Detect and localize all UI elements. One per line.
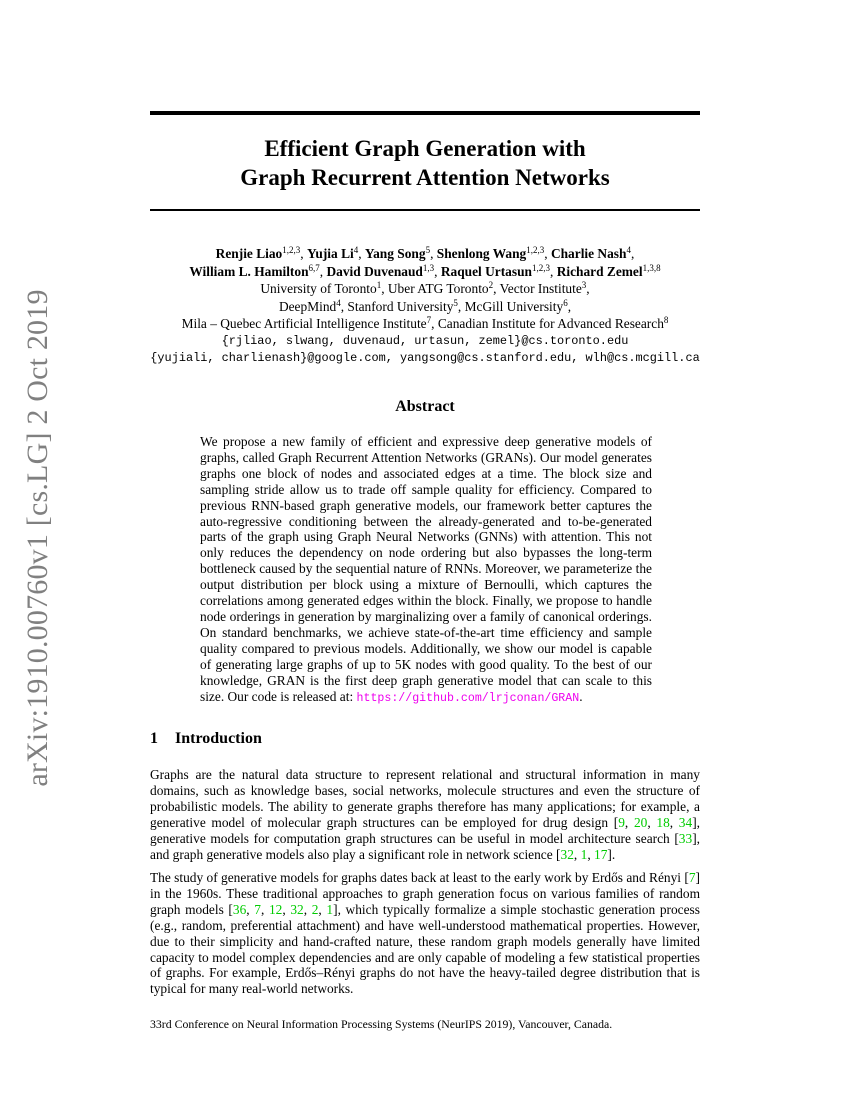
abstract-heading: Abstract [395,398,455,415]
affiliation-line-3: Mila – Quebec Artificial Intelligence Institute$^7$, Canadian Institute for Advanced Research$^8$ [181,315,669,331]
affiliation-number: 5 [453,297,458,308]
affiliation-line-1: University of Toronto$^1$, Uber ATG Toronto$^2$, Vector Institute$^3$, [260,280,590,296]
section-heading-introduction [150,730,700,748]
arxiv-identifier: arXiv:1910.00760v1 [cs.LG] 2 Oct 2019 [21,289,54,787]
author-affiliation-marker: 5 [425,245,431,255]
author-affiliation-marker: 1,2,3 [531,262,550,273]
author-line-1: Renjie Liao$^{1,2,3}$, Yujia Li$^4$, Yang Song$^5$, Shenlong Wang$^{1,2,3}$, Charlie Nash$^4$, [215,245,635,261]
paragraph-text: ], and graph generative models also play a significant role in network science [ [150,830,700,862]
citation-link[interactable]: 32 [290,901,304,917]
paragraph-text: ], generative models for computation graph structures can be useful in model architecture search [ [150,814,700,846]
citation-link[interactable]: 7 [254,901,261,917]
citation-link[interactable]: 32 [560,846,574,862]
intro-paragraph-2: The study of generative models for graphs dates back at least to the early work by Erdős and Rényi [7] in the 1960s. These traditional approaches to graph generation focus on various families of random graph models [36, 7, 12, 32, 2, 1], which typically formalize a simple stochastic generation process (e.g., random, preferential attachment) and have well-understood mathematical properties. However, due to their simplicity and hand-crafted nature, these random graph models generally have limited capacity to model complex dependencies and are only capable of modeling a few statistical properties of graphs. For example, Erdős–Rényi graphs do not have the heavy-tailed degree distribution that is typical for many real-world networks. [150,870,700,997]
affiliation-number: 7 [426,315,432,325]
affiliation-name: Uber ATG Toronto [387,281,489,296]
email-line-1: {rjliao, slwang, duvenaud, urtasun, zemel}@cs.toronto.edu [221,333,629,348]
citation-link[interactable]: 2 [311,901,319,917]
intro-paragraph-1: Graphs are the natural data structure to represent relational and structural information in many domains, such as knowledge bases, social networks, molecule structures and even the structure of probabilistic models. The ability to generate graphs therefore has many applications; for example, a generative model of molecular graph structures can be employed for drug design [9, 20, 18, 34], generative models for computation graph structures can be useful in model architecture search [33], and graph generative models also play a significant role in network science [32, 1, 17]. [150,767,700,862]
citation-link[interactable]: 18 [656,814,670,830]
paper-title [150,134,700,192]
author-name: William L. Hamilton [189,263,309,279]
affiliation-line-2: DeepMind$^4$, Stanford University$^5$, McGill University$^6$, [278,297,572,314]
abstract-body [200,434,652,706]
author-affiliation-marker: 6,7 [308,262,320,273]
affiliation-name: DeepMind [278,298,337,314]
author-affiliation-marker: 1,3 [422,262,435,273]
affiliation-name: Mila – Quebec Artificial Intelligence Institute [181,316,427,331]
email-line-2: {yujiali, charlienash}@google.com, yangsong@cs.stanford.edu, wlh@cs.mcgill.ca [150,351,700,365]
affiliation-number: 3 [581,280,587,290]
title-line-2: Graph Recurrent Attention Networks [240,165,610,190]
author-name: David Duvenaud [326,263,423,279]
author-name: Yang Song [364,246,426,261]
paragraph-text: ] in the 1960s. These traditional approaches to graph generation focus on various families of random graph models [ [150,870,700,917]
affiliation-name: McGill University [464,298,564,314]
paragraph-text: Graphs are the natural data structure to represent relational and structural information in many domains, such as knowledge bases, social networks, molecule structures and even the structure of probabilistic models. The ability to generate graphs therefore has many applications; for example, a generative model of molecular graph structures can be employed for drug design [ [150,767,700,830]
abstract-end-period: . [579,688,583,704]
conference-footnote: 33rd Conference on Neural Information Processing Systems (NeurIPS 2019), Vancouver, Canada. [150,1017,613,1031]
citation-link[interactable]: 20 [633,814,648,830]
title-line-1: Efficient Graph Generation with [264,136,586,161]
author-affiliation-marker: 4 [626,245,631,255]
title-bottom-rule [150,209,700,211]
affiliation-number: 6 [563,297,568,308]
title-top-rule [150,111,700,115]
affiliation-name: Vector Institute [499,281,582,296]
affiliation-number: 4 [336,297,341,308]
citation-link[interactable]: 7 [688,870,696,885]
author-name: Renjie Liao [215,246,283,261]
citation-link[interactable]: 33 [678,830,693,846]
author-name: Yujia Li [306,246,354,261]
paragraph-text: ], which typically formalize a simple stochastic generation process (e.g., random, preferential attachment) and have well-understood mathematical properties. However, due to their simplicity and hand-crafted nature, these random graph models generally have limited capacity to model complex dependencies and are only capable of modeling a few statistical properties of graphs. For example, Erdős–Rényi graphs do not have the heavy-tailed degree distribution that is typical for many real-world networks. [150,901,700,997]
code-repo-link[interactable]: https://github.com/lrjconan/GRAN [356,691,580,705]
section-title: Introduction [175,730,262,747]
author-name: Raquel Urtasun [440,263,532,279]
affiliation-number: 8 [663,315,669,325]
author-affiliation-marker: 1,2,3 [282,245,301,255]
abstract-text: We propose a new family of efficient and expressive deep generative models of graphs, called Graph Recurrent Attention Networks (GRANs). Our model generates graphs one block of nodes and associated edges at a time. The block size and sampling stride allow us to trade off sample quality for efficiency. Compared to previous RNN-based graph generative models, our framework better captures the auto-regressive conditioning between the already-generated and to-be-generated parts of the graph using Graph Neural Networks (GNNs) with attention. This not only reduces the dependency on node ordering but also bypasses the long-term bottleneck caused by the sequential nature of RNNs. Moreover, we parameterize the output distribution per block using a mixture of Bernoulli, which captures the correlations among generated edges within the block. Finally, we propose to handle node orderings in generation by marginalizing over a family of canonical orderings. On standard benchmarks, we achieve state-of-the-art time efficiency and sample quality compared to previous models. Additionally, we show our model is capable of generating large graphs of up to 5K nodes with good quality. To the best of our knowledge, GRAN is the first deep graph generative model that can scale to this size. Our code is released at: [200,434,652,704]
author-affiliation-marker: 1,2,3 [526,245,545,255]
author-affiliation-marker: 1,3,8 [642,262,661,273]
citation-link[interactable]: 1 [580,846,588,862]
author-name: Charlie Nash [550,246,627,261]
citation-link[interactable]: 17 [594,846,608,862]
citation-link[interactable]: 34 [678,814,693,830]
citation-link[interactable]: 9 [618,814,625,830]
paragraph-text: ]. [607,846,616,862]
paragraph-text: The study of generative models for graphs dates back at least to the early work by Erdős and Rényi [ [150,870,689,885]
author-name: Richard Zemel [556,263,643,279]
arxiv-side-stamp [0,0,60,1100]
author-name: Shenlong Wang [436,246,527,261]
author-block [110,245,740,368]
affiliation-number: 2 [488,280,494,290]
section-number: 1 [150,730,158,747]
author-affiliation-marker: 4 [353,245,359,255]
affiliation-name: Canadian Institute for Advanced Research [437,316,664,331]
citation-link[interactable]: 1 [326,901,334,917]
citation-link[interactable]: 36 [232,901,247,917]
affiliation-name: University of Toronto [260,281,377,296]
affiliation-name: Stanford University [347,298,454,314]
affiliation-number: 1 [376,280,382,290]
citation-link[interactable]: 12 [268,901,283,917]
author-line-2: William L. Hamilton$^{6,7}$, David Duvenaud$^{1,3}$, Raquel Urtasun$^{1,2,3}$, Richard Zemel$^{1,3,8}$ [189,262,661,279]
